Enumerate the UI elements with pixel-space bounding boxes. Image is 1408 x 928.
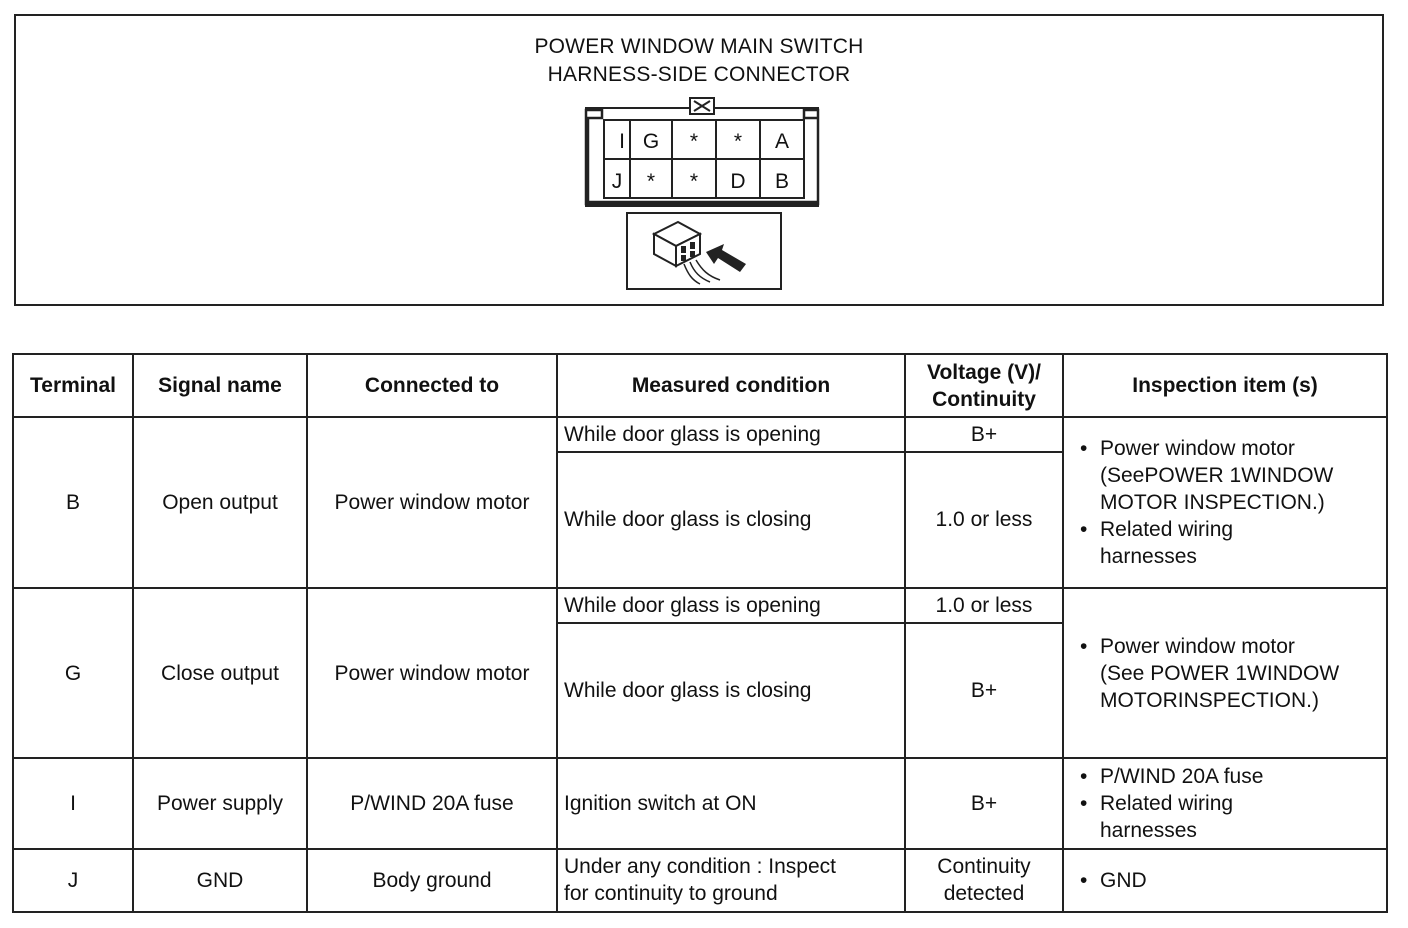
connector-diagram-panel — [14, 14, 1384, 306]
voltage-cell: 1.0 or less — [905, 452, 1063, 588]
header-inspection-items: Inspection item (s) — [1063, 354, 1387, 417]
voltage-cell: B+ — [905, 623, 1063, 759]
condition-cell: Ignition switch at ON — [557, 758, 905, 848]
condition-cell: While door glass is closing — [557, 623, 905, 759]
header-terminal: Terminal — [13, 354, 133, 417]
condition-cell: While door glass is opening — [557, 588, 905, 623]
terminal-label: A — [774, 130, 790, 153]
table-row — [13, 417, 1387, 452]
terminal-label: G — [642, 130, 660, 153]
header-measured-condition: Measured condition — [557, 354, 905, 417]
inspection-text: • Power window motor — [1100, 634, 1295, 658]
table-row — [13, 588, 1387, 623]
inspection-cell — [1063, 758, 1387, 848]
inspection-text: • Related wiring — [1100, 792, 1234, 816]
inspection-text: MOTOR INSPECTION.) — [1100, 490, 1325, 514]
voltage-cell: 1.0 or less — [905, 588, 1063, 623]
terminal-label: * — [646, 170, 656, 193]
header-connected-to: Connected to — [307, 354, 557, 417]
header-voltage-line1: Voltage (V)/ — [927, 360, 1041, 384]
terminal-cell: G — [13, 588, 133, 759]
signal-name-cell: GND — [133, 849, 307, 912]
connector-view-icon-box — [626, 212, 782, 290]
table-row — [13, 849, 1387, 912]
inspection-text: (SeePOWER 1WINDOW — [1100, 463, 1334, 487]
connector-title-line2: HARNESS-SIDE CONNECTOR — [547, 63, 851, 86]
header-voltage-line2: Continuity — [932, 387, 1036, 411]
condition-text: Under any condition : Inspect — [564, 855, 836, 879]
terminal-inspection-table — [12, 353, 1388, 913]
condition-cell: While door glass is opening — [557, 417, 905, 452]
voltage-cell — [905, 849, 1063, 912]
inspection-cell — [1063, 417, 1387, 588]
condition-text: for continuity to ground — [564, 882, 778, 906]
inspection-text: • P/WIND 20A fuse — [1100, 765, 1264, 789]
terminal-label: * — [689, 130, 699, 153]
terminal-cell: B — [13, 417, 133, 588]
voltage-cell: B+ — [905, 758, 1063, 848]
signal-name-cell: Open output — [133, 417, 307, 588]
voltage-text: Continuity — [937, 855, 1031, 879]
terminal-label: I — [619, 130, 625, 153]
inspection-text: MOTORINSPECTION.) — [1100, 688, 1319, 712]
inspection-text: • Related wiring — [1100, 517, 1234, 541]
inspection-item — [1070, 790, 1380, 844]
connector-harness-side-view-icon — [628, 214, 780, 288]
connector-terminal-diagram — [582, 96, 822, 208]
inspection-item — [1070, 633, 1380, 714]
inspection-text: harnesses — [1100, 819, 1197, 843]
terminal-label: B — [774, 170, 790, 193]
header-signal-name: Signal name — [133, 354, 307, 417]
table-header-row — [13, 354, 1387, 417]
inspection-item — [1070, 516, 1380, 570]
inspection-text: (See POWER 1WINDOW — [1100, 661, 1340, 685]
connected-to-cell: Body ground — [307, 849, 557, 912]
terminal-label: D — [730, 170, 746, 193]
terminal-label: * — [733, 130, 743, 153]
connected-to-cell: Power window motor — [307, 588, 557, 759]
terminal-cell: I — [13, 758, 133, 848]
inspection-cell — [1063, 588, 1387, 759]
terminal-label: * — [689, 170, 699, 193]
inspection-text: • GND — [1100, 868, 1147, 892]
terminal-label: J — [611, 170, 623, 193]
inspection-item — [1070, 435, 1380, 516]
inspection-text: • Power window motor — [1100, 436, 1295, 460]
signal-name-cell: Close output — [133, 588, 307, 759]
voltage-text: detected — [943, 882, 1025, 906]
signal-name-cell: Power supply — [133, 758, 307, 848]
terminal-cell: J — [13, 849, 133, 912]
connector-title-line1: POWER WINDOW MAIN SWITCH — [534, 35, 864, 58]
condition-cell — [557, 849, 905, 912]
table-row — [13, 758, 1387, 848]
voltage-cell: B+ — [905, 417, 1063, 452]
connected-to-cell: P/WIND 20A fuse — [307, 758, 557, 848]
inspection-text: harnesses — [1100, 544, 1197, 568]
connected-to-cell: Power window motor — [307, 417, 557, 588]
header-voltage-continuity — [905, 354, 1063, 417]
condition-cell: While door glass is closing — [557, 452, 905, 588]
inspection-item — [1070, 867, 1380, 894]
inspection-cell — [1063, 849, 1387, 912]
inspection-item — [1070, 763, 1380, 790]
